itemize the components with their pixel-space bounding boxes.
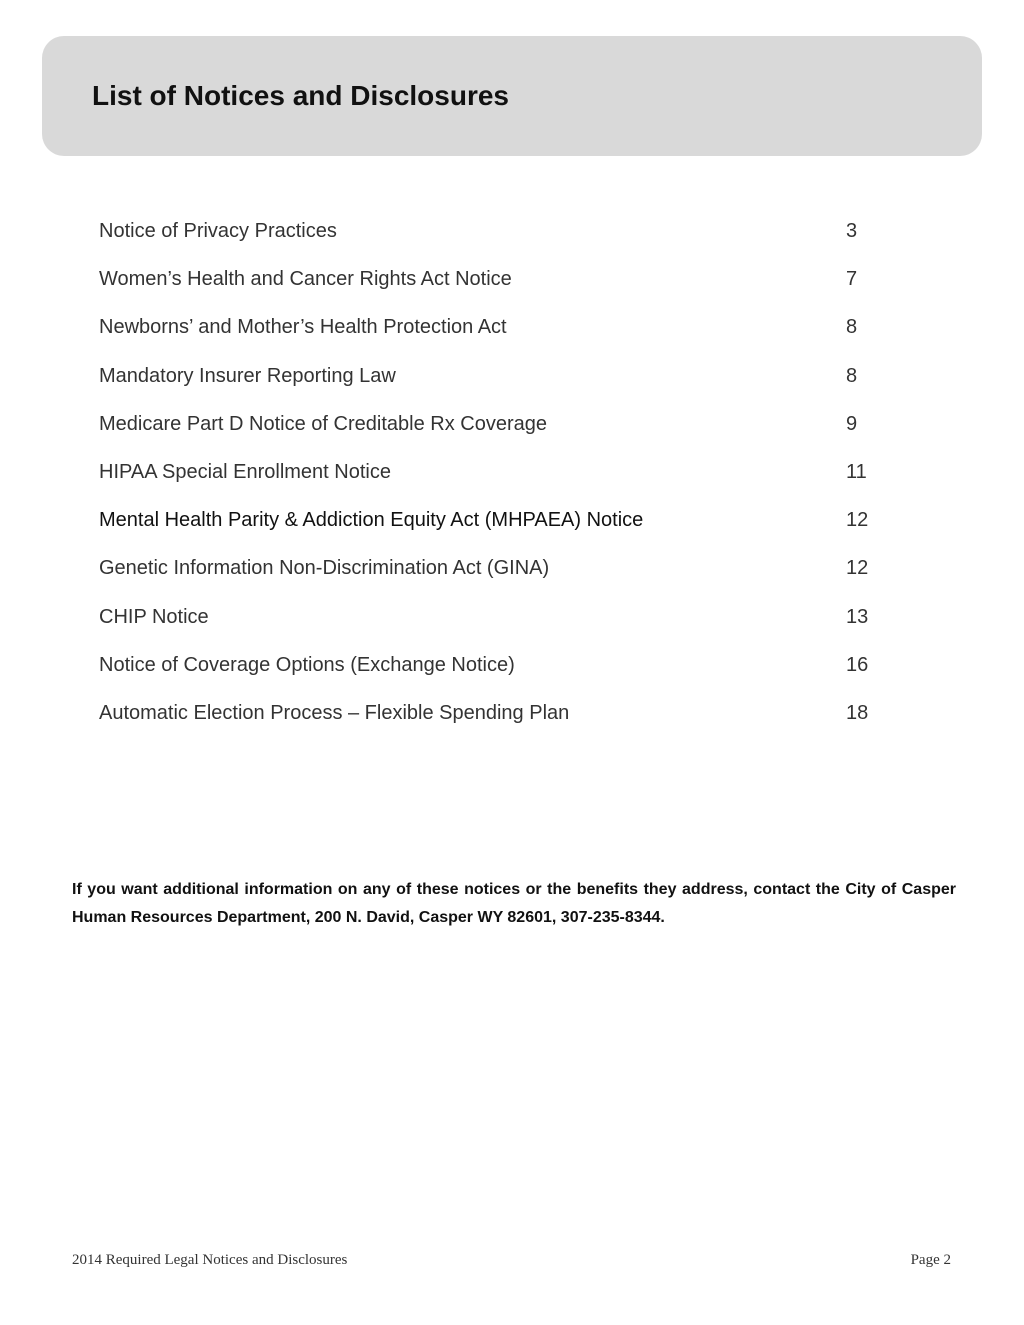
notice-title: Women’s Health and Cancer Rights Act Notice bbox=[99, 268, 512, 291]
page-number: 16 bbox=[846, 653, 869, 676]
page-number: 9 bbox=[846, 412, 858, 435]
page-number: 18 bbox=[846, 701, 869, 724]
list-item bbox=[99, 313, 899, 361]
list-item bbox=[99, 651, 899, 699]
notice-title: Mandatory Insurer Reporting Law bbox=[99, 364, 396, 387]
page-number: 7 bbox=[846, 268, 858, 291]
page-number: 13 bbox=[846, 605, 869, 628]
notice-title: Genetic Information Non-Discrimination Act (GINA) bbox=[99, 557, 550, 580]
page-number: 12 bbox=[846, 509, 869, 532]
notice-title: Mental Health Parity & Addiction Equity Act (MHPAEA) Notice bbox=[99, 509, 644, 532]
page-number: 12 bbox=[846, 557, 869, 580]
list-item bbox=[99, 265, 899, 313]
notice-title: HIPAA Special Enrollment Notice bbox=[99, 460, 391, 483]
list-item bbox=[99, 506, 899, 554]
page-number: 11 bbox=[846, 460, 867, 483]
notice-title: Notice of Privacy Practices bbox=[99, 220, 337, 242]
list-item bbox=[99, 410, 899, 458]
notice-title: Notice of Coverage Options (Exchange Notice) bbox=[99, 653, 515, 676]
list-item bbox=[99, 458, 899, 506]
notice-title: CHIP Notice bbox=[99, 605, 209, 628]
list-item bbox=[99, 699, 899, 747]
page-number: 8 bbox=[846, 316, 858, 339]
header-band bbox=[42, 36, 982, 156]
list-item bbox=[99, 362, 899, 410]
page-title: List of Notices and Disclosures bbox=[92, 80, 509, 111]
list-item bbox=[99, 217, 899, 265]
contact-note: If you want additional information on any of these notices or the benefits they address, contact the City of Casper Human Resources Department, 200 N. David, Casper WY 82601, 307-235-8344. bbox=[72, 881, 956, 926]
page-number: 8 bbox=[846, 364, 858, 387]
notices-list bbox=[99, 217, 899, 747]
footer-document-title: 2014 Required Legal Notices and Disclosures bbox=[72, 1252, 348, 1268]
notice-title: Medicare Part D Notice of Creditable Rx Coverage bbox=[99, 412, 547, 435]
page-number: 3 bbox=[846, 220, 858, 242]
list-item bbox=[99, 554, 899, 602]
list-item bbox=[99, 603, 899, 651]
notice-title: Newborns’ and Mother’s Health Protection Act bbox=[99, 316, 507, 339]
footer-page-number: Page 2 bbox=[910, 1252, 951, 1268]
notice-title: Automatic Election Process – Flexible Spending Plan bbox=[99, 701, 570, 724]
